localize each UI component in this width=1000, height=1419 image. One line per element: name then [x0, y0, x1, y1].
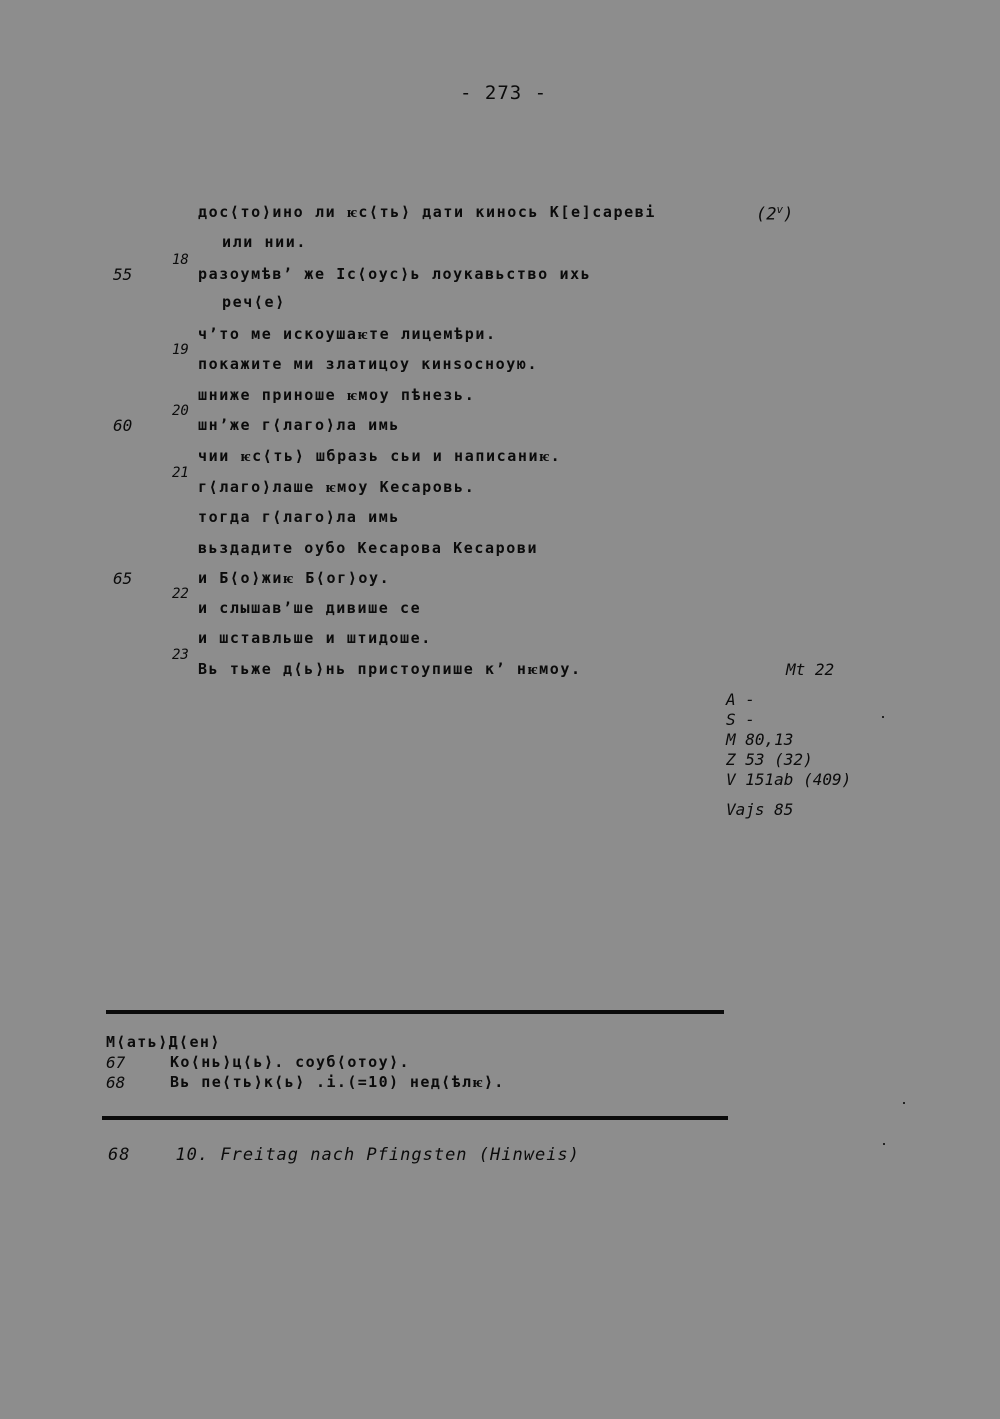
apparatus-header: М⟨ать⟩Д⟨ен⟩ — [106, 1033, 221, 1051]
text-line: г⟨лаго⟩лаше ѥмоу Кесаровь. — [198, 478, 476, 496]
text-line: разоумѣв’ же Іс⟨оус⟩ь лоукавьство ихь — [198, 265, 592, 283]
text-line: ч’то ме искоушаѥте лицемѣри. — [198, 325, 497, 343]
apparatus-entry: Ко⟨нь⟩ц⟨ь⟩. соуб⟨отоу⟩. — [170, 1053, 410, 1071]
text-line: шниже приноше ѥмоу пѣнезь. — [198, 386, 476, 404]
verse-number: 18 — [172, 252, 189, 268]
text-line: покажите ми златицоу кинsocноую. — [198, 355, 539, 373]
reference-siglum: Z 53 (32) — [726, 750, 813, 769]
text-line: и шставльше и штидоше. — [198, 629, 432, 647]
reference-siglum: M 80,13 — [726, 730, 794, 749]
verse-number: 21 — [172, 465, 189, 481]
reference-edition: Vajs 85 — [726, 800, 794, 819]
text-line: тогда г⟨лаго⟩ла имь — [198, 508, 400, 526]
text-line: и слышав’ше дивише се — [198, 599, 422, 617]
text-line: или нии. — [222, 233, 308, 251]
text-line: реч⟨е⟩ — [222, 293, 286, 311]
footnote — [108, 1145, 580, 1165]
reference-siglum: V 151ab (409) — [726, 770, 852, 789]
verse-number: 22 — [172, 586, 189, 602]
apparatus-entry: Вь пе⟨ть⟩к⟨ь⟩ .і.(=10) нед⟨ѣлѥ⟩. — [170, 1073, 505, 1091]
scan-speck — [903, 1102, 905, 1104]
footnote-text: 10. Freitag nach Pfingsten (Hinweis) — [175, 1145, 580, 1165]
top-rule — [106, 1010, 724, 1014]
apparatus-line-number: 68 — [106, 1073, 126, 1092]
folio-reference — [756, 203, 793, 225]
folio-side: v — [776, 203, 784, 216]
reference-siglum: A - — [726, 690, 755, 709]
verse-number: 20 — [172, 403, 189, 419]
text-line: шн’же г⟨лаго⟩ла имь — [198, 416, 400, 434]
footnote-number: 68 — [108, 1145, 131, 1165]
text-line: дос⟨то⟩ино ли ѥс⟨ть⟩ дати кинось К[е]сареві — [198, 203, 657, 221]
page-number: - 273 - — [460, 82, 548, 104]
line-number: 55 — [113, 265, 133, 284]
verse-number: 23 — [172, 647, 189, 663]
text-line: и Б⟨о⟩жиѥ Б⟨ог⟩оу. — [198, 569, 391, 587]
bottom-rule — [102, 1116, 728, 1120]
line-number: 65 — [113, 569, 133, 588]
scan-speck — [882, 716, 884, 718]
verse-number: 19 — [172, 342, 189, 358]
text-line: вьздадите оубо Кесарова Кесарови — [198, 539, 539, 557]
text-line: Вь тьже д⟨ь⟩нь приcтоупише к’ нѥмоу. — [198, 660, 582, 678]
scan-speck — [883, 1143, 885, 1145]
text-line: чии ѥс⟨ть⟩ шбразь сьи и написаниѥ. — [198, 447, 562, 465]
reference-siglum: S - — [726, 710, 755, 729]
folio-close: ) — [783, 204, 794, 225]
apparatus-line-number: 67 — [106, 1053, 126, 1072]
line-number: 60 — [113, 416, 133, 435]
folio-label: (2 — [756, 204, 777, 225]
reference-gospel: Mt 22 — [786, 660, 835, 679]
